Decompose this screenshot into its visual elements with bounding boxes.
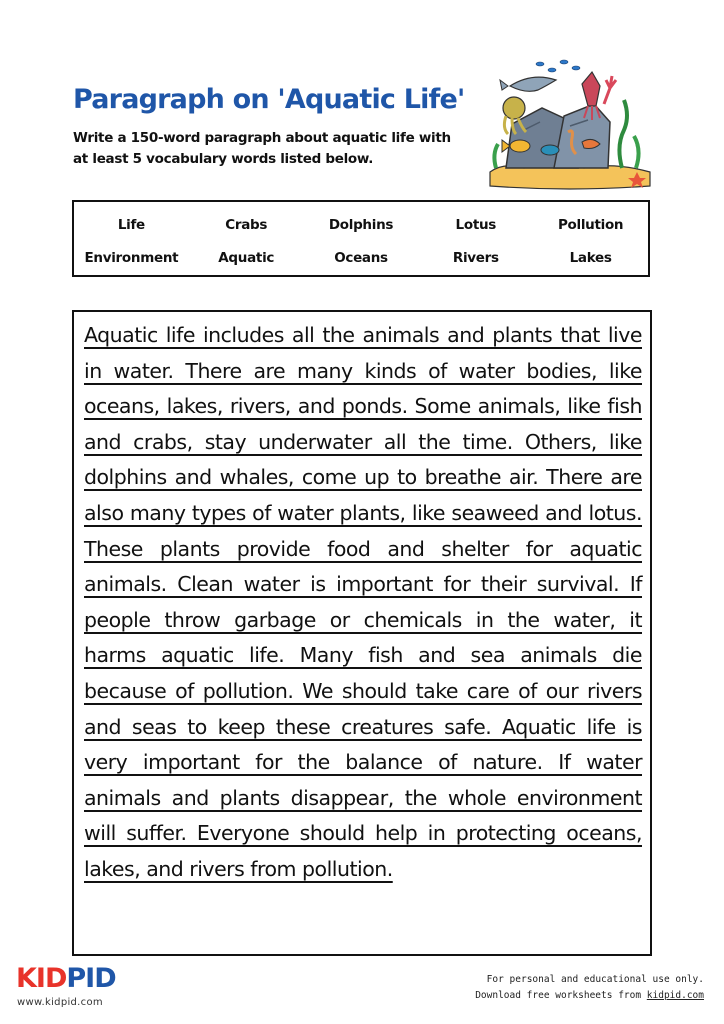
vocab-word: Lotus — [455, 217, 497, 233]
footer-download-prefix: Download free worksheets from — [475, 990, 647, 1001]
vocab-word: Pollution — [557, 217, 624, 233]
kidpid-logo-icon — [16, 962, 116, 992]
paragraph-box — [72, 310, 652, 956]
vocab-word: Crabs — [225, 217, 268, 233]
svg-text:KIDPID: KIDPID — [16, 963, 116, 992]
vocab-word: Aquatic — [218, 250, 275, 266]
vocabulary-grid — [74, 214, 648, 269]
vocab-word: Dolphins — [328, 217, 394, 233]
footer-usage-note: For personal and educational use only. — [486, 974, 704, 985]
vocab-word: Oceans — [334, 250, 388, 266]
vocab-word: Lakes — [569, 250, 612, 266]
footer — [475, 972, 704, 1004]
vocab-word: Environment — [84, 250, 179, 266]
instructions-text: Write a 150-word paragraph about aquatic life with at least 5 vocabulary words listed below. — [73, 130, 451, 167]
vocab-word: Rivers — [452, 250, 499, 266]
vocabulary-box — [72, 200, 650, 277]
page-title: Paragraph on 'Aquatic Life' — [73, 84, 465, 115]
paragraph-text: Aquatic life includes all the animals and plants that live in water. There are many kinds of water bodies, like oceans, lakes, rivers, and ponds. Some animals, like fish and crabs, stay underwater all the time. Others, like dolphins and whales, come up to breathe air. There are also many types of water plants, like seaweed and lotus. These plants provide food and shelter for aquatic animals. Clean water is important for their survival. If people throw garbage or chemicals in the water, it harms aquatic life. Many fish and sea animals die because of pollution. We should take care of our rivers and seas to keep these creatures safe. Aquatic life is very important for the balance of nature. If water animals and plants disappear, the whole environment will suffer. Everyone should help in protecting oceans, lakes, and rivers from pollution. — [84, 323, 642, 881]
logo-url: www.kidpid.com — [17, 997, 103, 1008]
footer-link[interactable]: kidpid.com — [646, 990, 704, 1001]
vocab-word: Life — [117, 217, 145, 233]
aquatic-scene-illustration-icon — [484, 50, 656, 192]
footer-download-line — [475, 988, 704, 1004]
